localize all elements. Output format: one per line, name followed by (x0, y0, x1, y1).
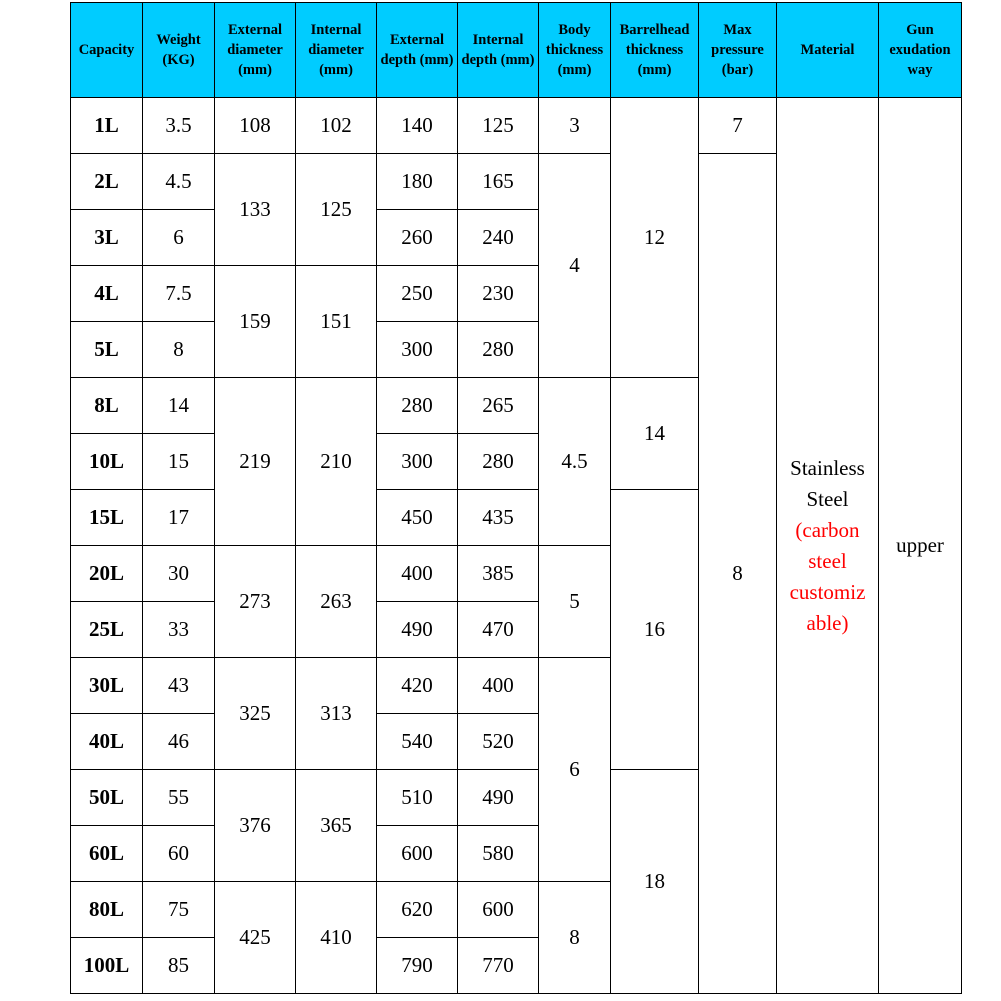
weight-cell: 4.5 (143, 154, 215, 210)
max-pressure-cell: 8 (699, 154, 777, 994)
weight-cell: 17 (143, 490, 215, 546)
external-depth-cell: 600 (377, 826, 458, 882)
capacity-cell: 2L (71, 154, 143, 210)
external-depth-cell: 180 (377, 154, 458, 210)
external-depth-cell: 300 (377, 434, 458, 490)
internal-depth-cell: 280 (458, 434, 539, 490)
weight-cell: 6 (143, 210, 215, 266)
weight-cell: 75 (143, 882, 215, 938)
internal-diameter-cell: 365 (296, 770, 377, 882)
external-depth-cell: 300 (377, 322, 458, 378)
header-gun-exudation-way: Gun exudation way (879, 3, 962, 98)
material-note-line: (carbon (795, 517, 860, 542)
max-pressure-cell: 7 (699, 98, 777, 154)
internal-depth-cell: 385 (458, 546, 539, 602)
header-weight: Weight (KG) (143, 3, 215, 98)
internal-depth-cell: 600 (458, 882, 539, 938)
header-external-depth: External depth (mm) (377, 3, 458, 98)
internal-depth-cell: 770 (458, 938, 539, 994)
header-internal-depth: Internal depth (mm) (458, 3, 539, 98)
header-material: Material (777, 3, 879, 98)
body-thickness-cell: 4 (539, 154, 611, 378)
barrelhead-thickness-cell: 14 (611, 378, 699, 490)
external-diameter-cell: 133 (215, 154, 296, 266)
external-depth-cell: 400 (377, 546, 458, 602)
capacity-cell: 25L (71, 602, 143, 658)
weight-cell: 43 (143, 658, 215, 714)
external-depth-cell: 250 (377, 266, 458, 322)
internal-depth-cell: 490 (458, 770, 539, 826)
material-note-line: steel (808, 548, 847, 573)
material-note-line: customiz (789, 579, 866, 604)
internal-depth-cell: 125 (458, 98, 539, 154)
weight-cell: 85 (143, 938, 215, 994)
specification-table (70, 2, 962, 994)
header-row (71, 3, 962, 98)
external-depth-cell: 620 (377, 882, 458, 938)
external-depth-cell: 450 (377, 490, 458, 546)
capacity-cell: 4L (71, 266, 143, 322)
internal-depth-cell: 470 (458, 602, 539, 658)
weight-cell: 15 (143, 434, 215, 490)
capacity-cell: 80L (71, 882, 143, 938)
header-internal-diameter: Internal diameter (mm) (296, 3, 377, 98)
weight-cell: 55 (143, 770, 215, 826)
external-depth-cell: 510 (377, 770, 458, 826)
capacity-cell: 50L (71, 770, 143, 826)
external-depth-cell: 420 (377, 658, 458, 714)
weight-cell: 30 (143, 546, 215, 602)
material-note-line: able) (806, 610, 849, 635)
internal-depth-cell: 520 (458, 714, 539, 770)
weight-cell: 3.5 (143, 98, 215, 154)
gun-exudation-way-cell: upper (879, 98, 962, 994)
weight-cell: 7.5 (143, 266, 215, 322)
external-depth-cell: 540 (377, 714, 458, 770)
barrelhead-thickness-cell: 16 (611, 490, 699, 770)
internal-depth-cell: 165 (458, 154, 539, 210)
capacity-cell: 60L (71, 826, 143, 882)
capacity-cell: 100L (71, 938, 143, 994)
capacity-cell: 8L (71, 378, 143, 434)
weight-cell: 33 (143, 602, 215, 658)
internal-depth-cell: 230 (458, 266, 539, 322)
weight-cell: 8 (143, 322, 215, 378)
external-diameter-cell: 219 (215, 378, 296, 546)
capacity-cell: 40L (71, 714, 143, 770)
external-diameter-cell: 325 (215, 658, 296, 770)
external-diameter-cell: 108 (215, 98, 296, 154)
internal-diameter-cell: 410 (296, 882, 377, 994)
internal-diameter-cell: 263 (296, 546, 377, 658)
capacity-cell: 15L (71, 490, 143, 546)
capacity-cell: 20L (71, 546, 143, 602)
header-body-thickness: Body thickness (mm) (539, 3, 611, 98)
internal-depth-cell: 400 (458, 658, 539, 714)
material-line: Stainless (790, 455, 865, 480)
internal-diameter-cell: 151 (296, 266, 377, 378)
body-thickness-cell: 4.5 (539, 378, 611, 546)
internal-diameter-cell: 210 (296, 378, 377, 546)
table-row (71, 98, 962, 154)
weight-cell: 60 (143, 826, 215, 882)
body-thickness-cell: 5 (539, 546, 611, 658)
external-depth-cell: 140 (377, 98, 458, 154)
header-barrelhead-thickness: Barrelhead thickness (mm) (611, 3, 699, 98)
external-diameter-cell: 376 (215, 770, 296, 882)
internal-depth-cell: 280 (458, 322, 539, 378)
barrelhead-thickness-cell: 18 (611, 770, 699, 994)
header-external-diameter: External diameter (mm) (215, 3, 296, 98)
header-capacity: Capacity (71, 3, 143, 98)
external-depth-cell: 280 (377, 378, 458, 434)
barrelhead-thickness-cell: 12 (611, 98, 699, 378)
capacity-cell: 3L (71, 210, 143, 266)
weight-cell: 46 (143, 714, 215, 770)
body-thickness-cell: 3 (539, 98, 611, 154)
external-depth-cell: 490 (377, 602, 458, 658)
capacity-cell: 10L (71, 434, 143, 490)
capacity-cell: 30L (71, 658, 143, 714)
internal-diameter-cell: 125 (296, 154, 377, 266)
internal-diameter-cell: 102 (296, 98, 377, 154)
external-diameter-cell: 159 (215, 266, 296, 378)
internal-depth-cell: 435 (458, 490, 539, 546)
external-depth-cell: 790 (377, 938, 458, 994)
material-cell (777, 98, 879, 994)
capacity-cell: 5L (71, 322, 143, 378)
internal-depth-cell: 265 (458, 378, 539, 434)
weight-cell: 14 (143, 378, 215, 434)
internal-depth-cell: 580 (458, 826, 539, 882)
body-thickness-cell: 8 (539, 882, 611, 994)
external-diameter-cell: 273 (215, 546, 296, 658)
capacity-cell: 1L (71, 98, 143, 154)
internal-diameter-cell: 313 (296, 658, 377, 770)
header-max-pressure: Max pressure (bar) (699, 3, 777, 98)
internal-depth-cell: 240 (458, 210, 539, 266)
body-thickness-cell: 6 (539, 658, 611, 882)
external-depth-cell: 260 (377, 210, 458, 266)
external-diameter-cell: 425 (215, 882, 296, 994)
material-line: Steel (806, 486, 849, 511)
